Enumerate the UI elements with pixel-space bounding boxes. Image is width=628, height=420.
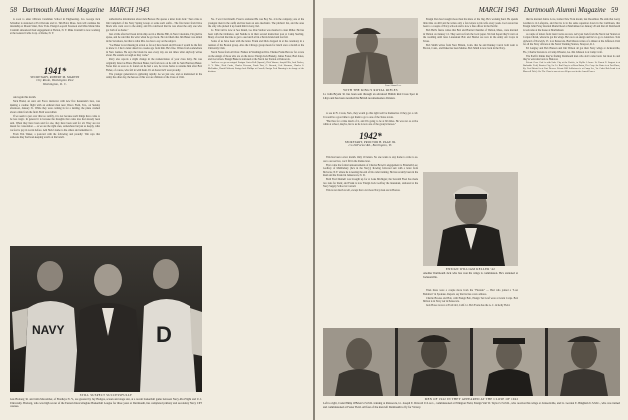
right-page-header xyxy=(479,6,618,14)
notes-paragraph: And here we go on ensigns! Ensigns Carter Bell (Sprazie), Dick Warner; Joseph Ellis, Jack Fischer, G. V. Hoke, Herb Curtis, Charles Peterson, Frank Yost, G. Bennett, Cole Sherman, Charles S. McFadden, Harold Wolcott; Ensign Jack Phillips at Cornell; Ensign Fred Dunning is in charge of the division. xyxy=(208,62,304,74)
page-number: 59 xyxy=(611,6,618,14)
caption-title: WITH THE KING'S ROYAL RIFLES xyxy=(343,89,398,92)
paragraph: Charlie Brooks and Bob, with Ensign Bob, Ensign Ted Graf were at Grant Corps. Bob Milton is in Navy Air in Pensacola. xyxy=(423,296,518,304)
four-portraits-photo xyxy=(323,328,620,396)
paragraph: First come the formal announcements of Charles Brown's engagement to Elizabeth Lee; Godfrey of Middlebury (he's in the Navy); Rowing followed suit with a letter from McGraw, N.Y. where he is nearing the end of his cadet training. He has recently been in the Reid and the Strand in Jamestown, N. D. xyxy=(323,163,418,178)
right-page xyxy=(315,0,628,420)
paragraph: "Bud has for a time much of it, and I'm going to be at 60 miles. He was not as active while at school, maybe, but to us he is now one of the group's heroes." xyxy=(323,119,418,127)
paragraph: And again this month. xyxy=(13,96,37,99)
paragraph: Bob Hall's fiance writes that Bob and Harriet Chandler of Walton, Mass., were married in Walton on January 12. They sent us from the local paper. We had hoped they'd wait on the wedding until later. Lieutenant Bob and Harriet are now in the Army Air Corps in Texas. xyxy=(423,29,518,43)
paragraph: "Joe Baker is not missing in action so far as I have heard and I'm sure I would be the first to know it. I had a letter dated two weeks ago from him. He's fine. Writes from somewhere in New Guinea. He says the blasts he sees every day are ten times what anybody writes about. He sounds as tough as they come." xyxy=(106,43,202,58)
paragraph: Naval Notes from All Over. Fishers in Washington Dirs. Thanks Frank Barcow for a note on the ensign of those who are on the move: Ensign Jack Blakely, James Foster, Bud Jones, and Joe Gilson. Ensign Blake is stationed at the Naval Air Station at Pensacola. xyxy=(208,51,304,62)
basketball-photo-image xyxy=(10,246,202,392)
four-portraits-caption xyxy=(323,398,620,418)
magazine-title: Dartmouth Alumni Magazine xyxy=(22,6,105,14)
paragraph: The Pacific thinks they're finding Dartmouth men who don't come back: but most do and they're welcome back to Hanover. xyxy=(523,54,620,62)
svg-text:NAVY: NAVY xyxy=(32,323,65,337)
paragraph: Perry also reports a slight change in the nomenclature of your class baby. He was originally listed as Bruce Harrison Baker, but from now on he will be Sam Harrison Baker. Notes that as soon as Jo found out he had a son, he wrote home to rename him after Bob Fisher, of course, who fell in with them. It's an honor he'll wear proudly. xyxy=(106,58,202,72)
issue-date: MARCH 1943 xyxy=(109,6,150,14)
secretary-address: c/o DeForest Rd., Burlington, Vt. xyxy=(348,144,393,148)
paragraph: No. 3 war Cleri Knefli. Freet is stationed He was Boy No. 4 in the company; one of the youngest men in the outfit and has been an auto mechanic. The pitchers' list, and the ones the only who picked it up found him in Gary, Ind. xyxy=(208,18,304,28)
paragraph: Jack Howe is now at Ford Ord, Calif. Lt. Bob Evans has the A. C. in Kelly Field. xyxy=(426,304,511,308)
left-page xyxy=(0,0,313,420)
ensign-photo xyxy=(423,172,518,266)
paragraph: is soon to enter Officers Candidate School in Engineering. Lts. George Jack Schreiber is stationed at Fort Devens and Lt. Tim Bold, Mass. Jack will continue his internship at Mount Sinai, New York. Ensign Leopold Swenson and Miss Marie Mae Crandall announced their engagement at Bolton, N. Y. Mike Crandell is now working at the General Cable Corp. of Rome, N. Y. xyxy=(10,18,100,35)
notes-paragraph: Private Gene Curl is with Lake City at the Pacific, in Wyllis A Jones. Lt. Ernest E. Sargent is at Barksdale Field, Bossier City, La. Lt. Bud Gray is at Boca Raton, Fla. Corp. Joe Bates is at Fort Knox, Ky. Fred Bristol is at Fort Devens. Private Bill Seilheimer is at Camp Lee, Va. Cadet Bob Lund is at Maxwell Field, Ala. The Class is now at over 80 per cent in the Armed Forces. xyxy=(523,62,620,74)
issue-date: MARCH 1943 xyxy=(478,6,519,14)
caption-title: STILL SUSPECT SUCCESSFULLY xyxy=(79,394,133,397)
caption-text: Another Dartmouth Jack who has won his wings is commission. He's stationed at Jacksonville. xyxy=(423,272,518,279)
paragraph: Just a little after he'd been in his ship out in a Marine Hill, in New Caledonia, I'm glad he spoke, and he said that his wrist when he got back. He told them that Jim Baker was killed in the Solomons, but that is what Mrs. Jeo has to say on the subject. xyxy=(106,32,202,43)
secretary-name: SECRETARY, PROCTOR H. PAGE JR. xyxy=(344,141,397,144)
secretary-address: City Room, Washington Post xyxy=(36,79,74,83)
class-1942-heading xyxy=(323,131,418,148)
paragraph: This is not much to tell, except that a lot more Navy men are in Boston. xyxy=(326,189,401,193)
column-1-body xyxy=(10,96,100,242)
class-year: 1941* xyxy=(43,66,67,76)
ensign-photo-caption xyxy=(423,268,518,288)
paragraph: Nick Brand, an Atev Air Force instructor with new five lieutenant's bars, was making a routine flight with an enlisted man near Wasco Field, Tex., on Sunday afternoon, January 31. While they were coming in for a landing, the plane crashed about a mile from the field. Both were killed. xyxy=(10,100,100,114)
caption-text: Left to right, Cadet Philip O'Brien U.S.N.R. training at Pensacola, Lt. Joseph E. Driscoll U.S.A.C., commissioned at Ellington Field, Ensign Vail W. Taylor U.S.N.R., who received his wings at Jacksonville, and Lt. Gordon E. Bingham U.S.M.C., who was trained and commissioned at Foster Field. All four of the men left Dartmouth to fly for Victory. xyxy=(323,402,620,409)
column-1-top xyxy=(10,18,100,64)
paragraph: to see in Ft. Crook, Neb., they would go this right well be themselves if they got a call. It would be a good time to get them to go to one of the Texas towns. xyxy=(323,112,418,119)
ensign-photo-image xyxy=(423,172,518,266)
left-page-header xyxy=(10,6,149,14)
paragraph: Both Fred Dunnell was brought up for at Lake Michigan; the Seventh Fleet has made two runs for them; and Frank is now Ensign Jack Godfrey the lieutenant, stationed at the Navy Supply School at Cornell. xyxy=(323,178,418,189)
class-1941-heading xyxy=(10,66,100,86)
paragraph: If we seem to jest over this too swiftly, it is not because such things have come to be less tragic. In general it is because the thoughts that came true had already been said. When they have been said for one, they have been said for all. They are not meant for consolation — as we are the right ones, somewhere but just as deeply, what we feel to pay in words before. Add Nick's name to the others and remember it. xyxy=(10,114,100,132)
paragraph: A couple of letters from Glen Carrie are new. Art's just back from the Naval Air Station at Corpus Christi, where he got his wings. He's now an ensign and he's to go to Glenview. Tom Aylward of Norwich, Vt. is at Pensacola. Bud Mason writes of a dinner at the Jefferson Club for all the Navy officers at the Naval Training Station, Newport, R. I. xyxy=(523,32,620,47)
paragraph: From Tim Tinker, a postcard with the following and proudly: Tim says that someone they had been keeping watch on the bench. xyxy=(10,132,100,140)
column-2-bottom xyxy=(423,289,518,326)
paragraph: This has been a slow month. Only 19 letters. No one wants to stay home to write to us. As to our service, we ll fill in the blanks later. xyxy=(323,156,418,163)
column-1-body xyxy=(323,156,418,326)
magazine-title: Dartmouth Alumni Magazine xyxy=(523,6,606,14)
paragraph: The younger generation is gathering rapidly. As we just saw, and as mentioned in the Army the other day, the heroes of this war are children of the Class of 1941. xyxy=(106,72,202,80)
paragraph: Bob Smith writes from New Britain, Conn. that he and Dunkey Carrol both went to Brown, Conn., and Duke has been Marine. Bob Smith is now back in the Navy. xyxy=(423,43,518,51)
basketball-photo-caption xyxy=(10,394,202,418)
column-2 xyxy=(106,18,202,242)
paragraph: Then there were a couple more from the "Fireside" — Bud who joined a "Lost Battalion" in Spokane. Reports say that he has a new address. xyxy=(423,289,518,296)
paragraph: that he married Janice Love, former New York model, last December. He adds that Gerry Grothen is in Lafayette, and that he is in the same squadron down in the Caribbean, that Ensign John Foley married Muriel Read at Marblehead on January 20 and that all Dartmouth is welcome at the house at Marblehead. xyxy=(523,18,620,32)
paragraph: Ed Langley and Bob Hanson and Jim Wilson all got their Navy wings at Jacksonville, Fla.; Charlie Stevens is at Camp Wheeler, Ga. Jim Johnson is at Camp Croft. xyxy=(523,47,620,54)
basketball-photo xyxy=(10,246,202,392)
page-number: 58 xyxy=(10,6,17,14)
caption-title: ENSIGN WILLIAM KELLER '42 xyxy=(445,268,496,271)
column-2-top xyxy=(423,18,518,170)
paragraph: authoritative information about Jack Brewer. He quotes a letter from Jack: "Just a line to Jim Campbell of the Navy Spring Group or some such outfit... The first letter from Dave Mack who went over to the Army, and I'm convinced that he was about the only one who got both of us home." xyxy=(106,18,202,32)
soldier-photo-image xyxy=(323,18,418,84)
caption-title: MEN OF 1942 IN THEY APPEARED AT THE CLOSE OF 1942 xyxy=(424,398,519,401)
photo-credit: From Alumni Loc. xyxy=(385,85,402,87)
column-3 xyxy=(208,18,304,398)
caption-text: Lt. John Bryant '41 has been sent through an advanced British Red Cross Spot in Libya and has been awarded the British reconnaissance division. xyxy=(323,93,418,100)
paragraph: Some of us have been with the letter. Frank and Dick dropped in at the ceremony in a reunion of the Boston group. Also the Chicago group meets for lunch once a month at the University Club. xyxy=(208,40,304,51)
column-1-top xyxy=(323,112,418,130)
column-3 xyxy=(523,18,620,326)
class-year: 1942* xyxy=(359,131,382,141)
paragraph: Lt. Fritz Gill is now at Sea Island, Ga. Pete Stelton was married to Jean Miller. He has been with the Ordnance, and Neddie is in their second instruction post at Camp Sterling. Many of us had the time to get to one lunch all in a Parris Island unit last fall. xyxy=(208,29,304,40)
caption-text: Gus Broberg '41 and John Macomber, of Bradleys N. Y., are greeted by Jay Hodges, screen and stage star, at a recent basketball game between Navy-Pre-Flight and U. I. University. Broberg, who was high scorer of the Eastern Intercollegiate Basketball League for three years at Dartmouth, has completed primary and secondary Navy CPT courses. xyxy=(10,398,202,408)
soldier-photo xyxy=(323,18,418,84)
secretary-name: SECRETARY, ROBERT M. MARVIN xyxy=(30,76,80,79)
paragraph: Ensign Don has brought more than his share of the flag. He's working hard. He spends little time on drill and he writes only a few letters to his wife every week. Joe Larson has been to a couple of Navy schools and is now a fine officer in the Pacific. xyxy=(423,18,518,28)
svg-text:D: D xyxy=(156,322,172,347)
four-portraits-image xyxy=(323,328,620,396)
soldier-photo-caption xyxy=(323,89,418,111)
secretary-city: Washington, D. C. xyxy=(43,82,67,86)
